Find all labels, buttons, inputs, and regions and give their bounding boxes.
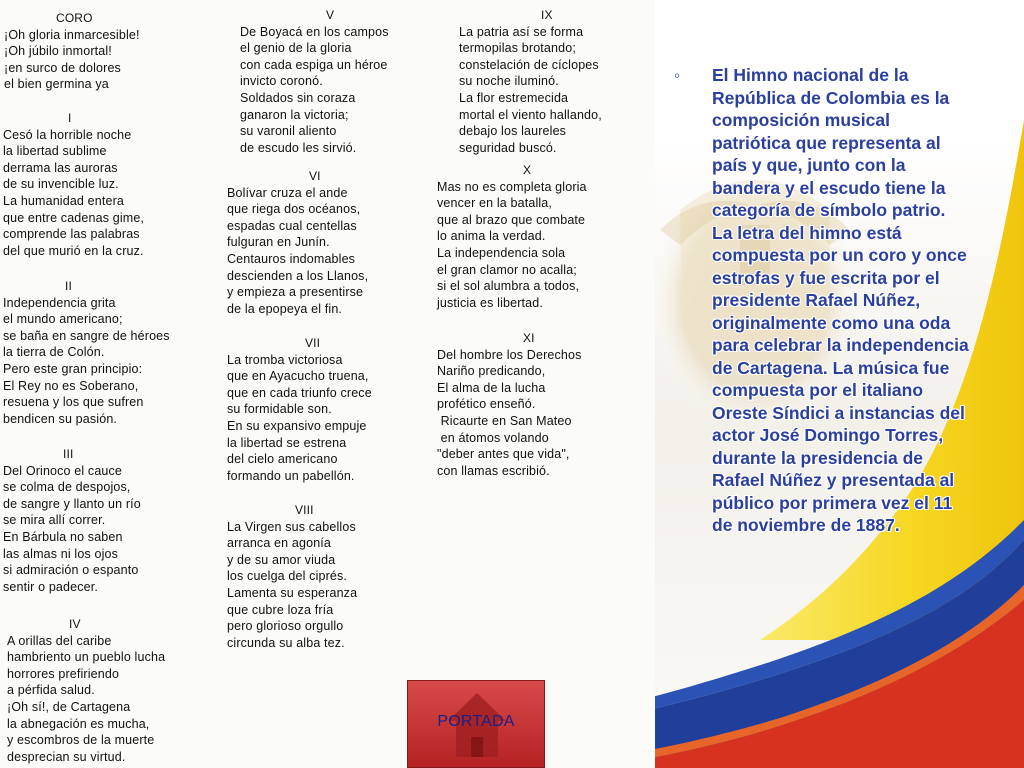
lyric-line: ¡Oh sí!, de Cartagena <box>7 699 131 714</box>
stanza-number: I <box>68 111 72 125</box>
lyric-line: termopilas brotando; <box>459 41 576 56</box>
lyric-line: la tierra de Colón. <box>3 345 105 360</box>
lyric-line: profético enseñó. <box>437 397 536 412</box>
lyric-line: La patria así se forma <box>459 24 584 39</box>
lyric-line: "deber antes que vida", <box>437 447 570 462</box>
lyric-line: Nariño predicando, <box>437 364 546 379</box>
lyric-line: En su expansivo empuje <box>227 418 367 433</box>
lyric-line: hambriento un pueblo lucha <box>7 650 166 665</box>
lyric-line: su varonil aliento <box>240 124 337 139</box>
lyric-line: que riega dos océanos, <box>227 202 361 217</box>
lyric-line: Del Orinoco el cauce <box>3 463 123 478</box>
lyric-line: seguridad buscó. <box>459 140 557 155</box>
lyric-line: se colma de despojos, <box>3 480 131 495</box>
stanza-3 <box>3 446 193 595</box>
stanza-6 <box>227 168 417 317</box>
stanza-number: VII <box>305 336 321 350</box>
lyric-line: del cielo americano <box>227 452 338 467</box>
stanza-number: IX <box>541 8 553 22</box>
stanza-number: VI <box>309 169 321 183</box>
lyric-line: ¡Oh júbilo inmortal! <box>4 44 112 59</box>
lyric-line: descienden a los Llanos, <box>227 268 369 283</box>
lyric-line: Del hombre los Derechos <box>437 347 582 362</box>
description-text: El Himno nacional de la República de Colombia es la composición musical patriótica que representa al país y que, junto con la bandera y el escudo tiene la categoría de símbolo patrio. La letra del himno está compuesta por un coro y once estrofas y fue escrita por el presidente Rafael Núñez, originalmente como una oda para celebrar la independencia de Cartagena. La música fue compuesta por el italiano Oreste Síndici a instancias del actor José Domingo Torres, durante la presidencia de Rafael Núñez y presentada al público por primera vez el 11 de noviembre de 1887. <box>712 65 969 535</box>
lyric-line: y de su amor viuda <box>227 552 336 567</box>
stanza-number: IV <box>69 617 81 631</box>
lyric-line: La tromba victoriosa <box>227 352 343 367</box>
lyric-line: constelación de cíclopes <box>459 57 599 72</box>
stanza-8 <box>227 502 412 651</box>
lyric-line: ¡Oh gloria inmarcesible! <box>4 27 140 42</box>
lyric-line: El Rey no es Soberano, <box>3 378 139 393</box>
lyric-line: pero glorioso orgullo <box>227 619 344 634</box>
lyric-line: Pero este gran principio: <box>3 361 143 376</box>
stanza-number: II <box>65 279 72 293</box>
lyric-line: desprecian su virtud. <box>7 749 126 764</box>
lyric-line: La humanidad entera <box>3 193 124 208</box>
portada-button[interactable] <box>407 680 545 768</box>
lyric-line: y empieza a presentirse <box>227 285 364 300</box>
lyric-line: justicia es libertad. <box>437 295 543 310</box>
lyric-line: horrores prefiriendo <box>7 666 120 681</box>
lyric-line: que en cada triunfo crece <box>227 385 372 400</box>
lyric-line: formando un pabellón. <box>227 468 355 483</box>
lyric-line: su formidable son. <box>227 402 332 417</box>
lyric-line: si admiración o espanto <box>3 563 139 578</box>
lyric-line: que cubre loza fría <box>227 602 334 617</box>
lyric-line: debajo los laureles <box>459 124 567 139</box>
lyric-line: ¡en surco de dolores <box>4 60 121 75</box>
lyric-line: el genio de la gloria <box>240 41 352 56</box>
lyric-line: de escudo les sirvió. <box>240 140 357 155</box>
stanza-number: V <box>326 8 335 22</box>
lyric-line: invicto coronó. <box>240 74 323 89</box>
lyric-line: fulguran en Junín. <box>227 235 330 250</box>
lyric-line: que en Ayacucho truena, <box>227 369 369 384</box>
lyric-line: mortal el viento hallando, <box>459 107 602 122</box>
stanza-10 <box>437 162 637 311</box>
lyric-line: que al brazo que combate <box>437 212 586 227</box>
lyric-line: Independencia grita <box>3 295 116 310</box>
lyric-line: sentir o padecer. <box>3 579 98 594</box>
lyric-line: la abnegación es mucha, <box>7 716 150 731</box>
lyric-line: si el sol alumbra a todos, <box>437 279 580 294</box>
lyric-line: la libertad se estrena <box>227 435 347 450</box>
lyric-line: en átomos volando <box>437 430 549 445</box>
stanza-number: XI <box>523 331 535 345</box>
stanza-2 <box>3 278 218 427</box>
lyric-line: se mira allí correr. <box>3 513 106 528</box>
lyric-line: de su invencible luz. <box>3 177 119 192</box>
bullet-marker: ◦ <box>674 65 681 85</box>
lyric-line: espadas cual centellas <box>227 218 357 233</box>
lyric-line: de la epopeya el fin. <box>227 301 343 316</box>
lyric-line: que entre cadenas gime, <box>3 210 145 225</box>
lyric-line: con cada espiga un héroe <box>240 57 388 72</box>
lyric-line: derrama las auroras <box>3 160 118 175</box>
lyric-line: la libertad sublime <box>3 144 107 159</box>
lyric-line: bendicen su pasión. <box>3 411 118 426</box>
lyric-line: Bolívar cruza el ande <box>227 185 348 200</box>
lyric-line: resuena y los que sufren <box>3 395 144 410</box>
stanza-9 <box>459 7 649 156</box>
lyric-line: ganaron la victoria; <box>240 107 349 122</box>
lyric-line: el bien germina ya <box>4 77 109 92</box>
stanza-number: III <box>63 447 74 461</box>
lyric-line: su noche iluminó. <box>459 74 559 89</box>
stanza-4 <box>7 616 217 765</box>
lyric-line: el mundo americano; <box>3 312 123 327</box>
lyric-line: Mas no es completa gloria <box>437 179 587 194</box>
lyric-line: lo anima la verdad. <box>437 229 546 244</box>
stanza-11 <box>437 330 632 479</box>
lyric-line: Soldados sin coraza <box>240 90 356 105</box>
lyric-line: circunda su alba tez. <box>227 635 345 650</box>
lyric-line: comprende las palabras <box>3 227 140 242</box>
stanza-1 <box>3 110 193 259</box>
lyric-line: los cuelga del ciprés. <box>227 569 348 584</box>
lyric-line: Centauros indomables <box>227 251 356 266</box>
lyric-line: La flor estremecida <box>459 90 569 105</box>
lyric-line: se baña en sangre de héroes <box>3 328 170 343</box>
lyric-line: vencer en la batalla, <box>437 196 553 211</box>
lyric-line: Ricaurte en San Mateo <box>437 413 572 428</box>
lyric-line: El alma de la lucha <box>437 380 546 395</box>
lyric-line: En Bárbula no saben <box>3 529 123 544</box>
stanza-7 <box>227 335 422 484</box>
lyric-line: arranca en agonía <box>227 536 332 551</box>
lyric-line: las almas ni los ojos <box>3 546 119 561</box>
stanza-5 <box>240 7 435 156</box>
lyric-line: y escombros de la muerte <box>7 733 155 748</box>
lyric-line: La independencia sola <box>437 245 566 260</box>
stanza-coro <box>4 10 174 93</box>
stanza-number: X <box>523 163 532 177</box>
anthem-description <box>670 64 970 537</box>
lyric-line: del que murió en la cruz. <box>3 243 144 258</box>
lyric-line: de sangre y llanto un río <box>3 496 141 511</box>
portada-label: PORTADA <box>437 713 515 730</box>
lyric-line: el gran clamor no acalla; <box>437 262 577 277</box>
lyric-line: a pérfida salud. <box>7 683 95 698</box>
lyric-line: Cesó la horrible noche <box>3 127 132 142</box>
lyric-line: A orillas del caribe <box>7 633 112 648</box>
lyric-line: La Virgen sus cabellos <box>227 519 356 534</box>
lyric-line: De Boyacá en los campos <box>240 24 389 39</box>
lyric-line: Lamenta su esperanza <box>227 585 358 600</box>
stanza-number: VIII <box>295 503 314 517</box>
stanza-title: CORO <box>56 11 93 25</box>
lyric-line: con llamas escribió. <box>437 463 550 478</box>
